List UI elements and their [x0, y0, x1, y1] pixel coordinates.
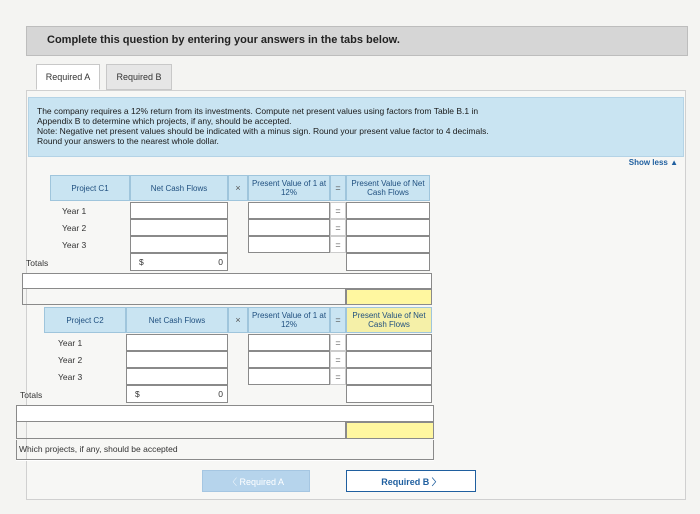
- c1-multiply-sign: ×: [228, 175, 248, 201]
- c2-multiply-sign: ×: [228, 307, 248, 333]
- c1-year-1-factor-input[interactable]: [248, 202, 330, 219]
- c2-year-3-factor-input[interactable]: [248, 368, 330, 385]
- instructions-line-4: Round your answers to the nearest whole dollar.: [37, 136, 219, 146]
- c1-npv-row-border: [22, 289, 346, 305]
- next-required-b-button[interactable]: Required B 〉: [346, 470, 476, 492]
- accept-answer-input[interactable]: [16, 460, 434, 461]
- c2-year-1-pv-input[interactable]: [346, 334, 432, 351]
- c1-year-1-label: Year 1: [62, 206, 87, 216]
- c1-npv-label-input[interactable]: [22, 273, 432, 289]
- c1-year-2-factor-input[interactable]: [248, 219, 330, 236]
- c2-year-2-factor-input[interactable]: [248, 351, 330, 368]
- c1-year-3-flow-input[interactable]: [130, 236, 228, 253]
- c2-npv-label-input[interactable]: [16, 405, 434, 422]
- c2-totals-label: Totals: [20, 390, 43, 400]
- c1-totals-label: Totals: [26, 258, 49, 268]
- c2-year-1-flow-input[interactable]: [126, 334, 228, 351]
- c1-totals-pv-input[interactable]: [346, 253, 430, 271]
- c1-year-2-pv-input[interactable]: [346, 219, 430, 236]
- c1-year-1-flow-input[interactable]: [130, 202, 228, 219]
- c1-year-3-label: Year 3: [62, 240, 87, 250]
- c2-pv-factor-header: Present Value of 1 at 12%: [248, 307, 330, 333]
- tab-required-b[interactable]: Required B: [106, 64, 172, 90]
- c2-year-2-label: Year 2: [58, 355, 83, 365]
- c1-year-2-flow-input[interactable]: [130, 219, 228, 236]
- c1-year-1-equals: =: [330, 202, 346, 219]
- c1-year-2-label: Year 2: [62, 223, 87, 233]
- c1-pv-factor-header: Present Value of 1 at 12%: [248, 175, 330, 201]
- instructions-line-3: Note: Negative net present values should be indicated with a minus sign. Round your present value factor to 4 decimals.: [37, 126, 489, 136]
- accept-question-box: [16, 440, 434, 460]
- instructions-line-2: Appendix B to determine which projects, if any, should be accepted.: [37, 116, 292, 126]
- prev-required-a-button[interactable]: 〈 Required A: [202, 470, 310, 492]
- tab-required-a[interactable]: Required A: [36, 64, 100, 90]
- c2-year-3-pv-input[interactable]: [346, 368, 432, 385]
- c2-pv-header: Present Value of Net Cash Flows: [346, 307, 432, 333]
- c2-year-1-label: Year 1: [58, 338, 83, 348]
- accept-question-label: Which projects, if any, should be accepted: [19, 444, 178, 454]
- c2-year-2-equals: =: [330, 351, 346, 368]
- c2-year-3-label: Year 3: [58, 372, 83, 382]
- c1-npv-value-input[interactable]: [346, 289, 432, 305]
- c2-net-cash-flows-header: Net Cash Flows: [126, 307, 228, 333]
- c2-year-1-factor-input[interactable]: [248, 334, 330, 351]
- c2-totals-value: 0: [218, 389, 223, 399]
- c2-year-3-flow-input[interactable]: [126, 368, 228, 385]
- project-c1-header: Project C1: [50, 175, 130, 201]
- c1-year-1-pv-input[interactable]: [346, 202, 430, 219]
- c1-net-cash-flows-header: Net Cash Flows: [130, 175, 228, 201]
- question-header-text: Complete this question by entering your answers in the tabs below.: [47, 34, 400, 46]
- show-less-link[interactable]: Show less ▲: [628, 158, 678, 167]
- c1-year-3-factor-input[interactable]: [248, 236, 330, 253]
- c1-year-3-equals: =: [330, 236, 346, 253]
- question-header: [26, 26, 688, 56]
- project-c2-header: Project C2: [44, 307, 126, 333]
- c1-totals-flow: [130, 253, 228, 271]
- c2-year-2-flow-input[interactable]: [126, 351, 228, 368]
- c1-totals-currency: $: [139, 257, 144, 267]
- c1-year-2-equals: =: [330, 219, 346, 236]
- c2-npv-value-input[interactable]: [346, 422, 434, 439]
- instructions-box: [28, 97, 684, 157]
- c2-equals-sign: =: [330, 307, 346, 333]
- c1-equals-sign: =: [330, 175, 346, 201]
- c1-year-3-pv-input[interactable]: [346, 236, 430, 253]
- c2-npv-row-border: [16, 422, 346, 439]
- c2-year-1-equals: =: [330, 334, 346, 351]
- c2-year-3-equals: =: [330, 368, 346, 385]
- c2-totals-currency: $: [135, 389, 140, 399]
- instructions-line-1: The company requires a 12% return from its investments. Compute net present values using factors from Table B.1 in: [37, 106, 479, 116]
- c2-totals-pv-input[interactable]: [346, 385, 432, 403]
- c1-pv-header: Present Value of Net Cash Flows: [346, 175, 430, 201]
- c2-totals-flow: [126, 385, 228, 403]
- c1-totals-value: 0: [218, 257, 223, 267]
- c2-year-2-pv-input[interactable]: [346, 351, 432, 368]
